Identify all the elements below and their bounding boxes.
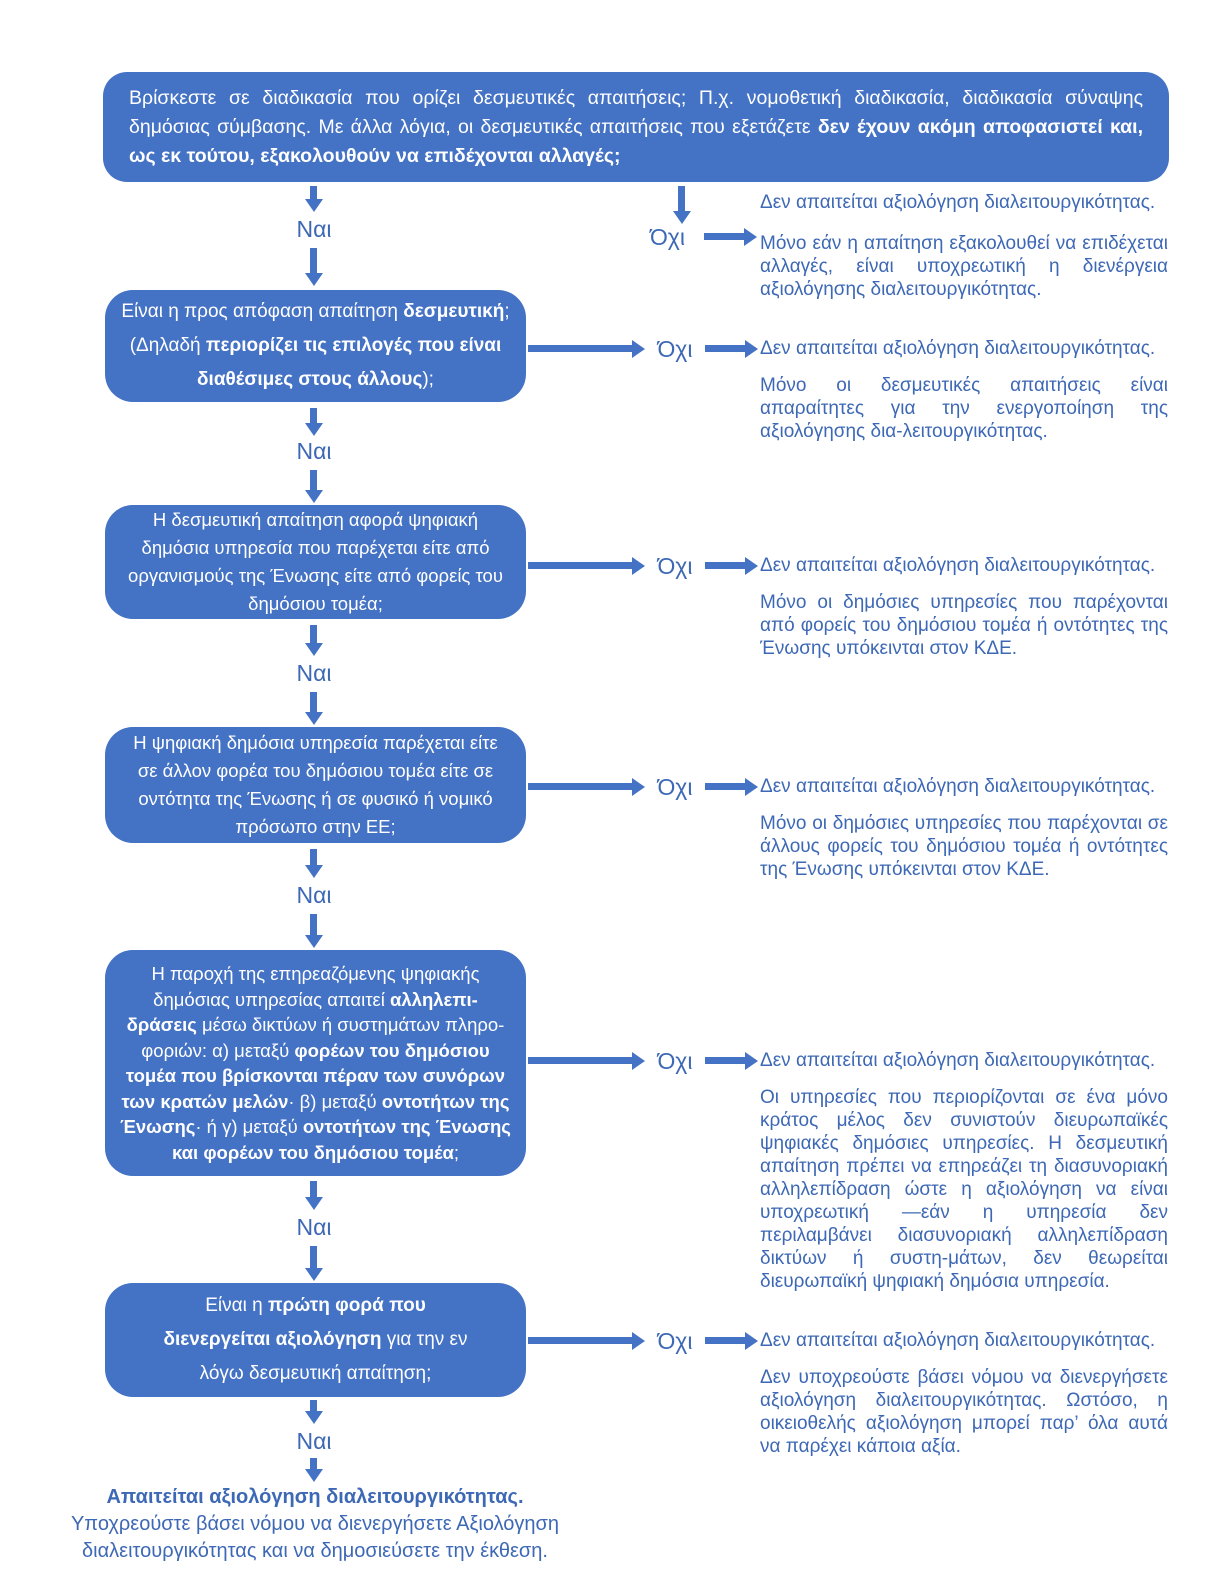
arrow-down <box>310 408 317 423</box>
arrow-right <box>705 345 745 352</box>
question-box-6 <box>105 1283 526 1397</box>
no-label-1: Όχι <box>650 224 685 250</box>
branch-note-6 <box>760 1328 1168 1458</box>
result-text: Απαιτείται αξιολόγηση διαλειτουργικότητας. Υποχρεούστε βάσει νόμου να διενεργήσετε Αξιολόγηση διαλειτουργικότητας και να δημοσιεύσετε την έκθεση. <box>70 1486 560 1562</box>
question-box-3-text: Η δεσμευτική απαίτηση αφορά ψηφιακή δημόσια υπηρεσία που παρέχεται είτε από οργανισμούς της Ένωσης είτε από φορείς του δημόσιου τομέα; <box>128 509 503 614</box>
branch-note-3-title: Δεν απαιτείται αξιολόγηση διαλειτουργικότητας. <box>760 555 1156 576</box>
arrow-down <box>310 914 317 935</box>
arrow-down <box>310 470 317 490</box>
arrow-down <box>310 849 317 865</box>
arrow-right <box>705 783 745 790</box>
branch-note-3 <box>760 553 1168 660</box>
arrow-down <box>310 186 317 199</box>
arrow-right <box>528 1057 632 1064</box>
no-label-6: Όχι <box>657 1328 693 1354</box>
branch-note-5 <box>760 1048 1168 1293</box>
arrow-down <box>310 248 317 273</box>
branch-note-2-body: Μόνο οι δεσμευτικές απαιτήσεις είναι απαραίτητες για την ενεργοποίηση της αξιολόγησης δια-λειτουργικότητας. <box>760 375 1168 442</box>
arrow-right <box>705 1057 745 1064</box>
arrow-right <box>528 562 632 569</box>
yes-label-4: Ναι <box>296 882 332 908</box>
branch-note-4-body: Μόνο οι δημόσιες υπηρεσίες που παρέχονται σε άλλους φορείς του δημόσιου τομέα ή οντότητες της Ένωσης υπόκεινται στον ΚΔΕ. <box>760 813 1168 880</box>
question-box-2-text: Είναι η προς απόφαση απαίτηση δεσμευτική; (Δηλαδή περιορίζει τις επιλογές που είναι διαθέσιμες στους άλλους); <box>121 301 510 390</box>
arrow-down <box>310 1458 317 1469</box>
no-label-3: Όχι <box>657 553 693 579</box>
arrow-down <box>310 625 317 643</box>
branch-note-4 <box>760 774 1168 881</box>
arrow-down <box>678 186 685 211</box>
yes-label-1: Ναι <box>296 216 332 242</box>
yes-label-2: Ναι <box>296 438 332 464</box>
arrow-down <box>310 1400 317 1411</box>
arrow-down <box>310 1246 317 1268</box>
arrow-right <box>528 783 632 790</box>
branch-note-1-title: Δεν απαιτείται αξιολόγηση διαλειτουργικότητας. <box>760 192 1156 213</box>
no-label-4: Όχι <box>657 774 693 800</box>
arrow-down <box>310 692 317 712</box>
branch-note-2 <box>760 336 1168 443</box>
arrow-right <box>705 1337 745 1344</box>
question-box-3 <box>105 505 526 619</box>
question-box-1 <box>103 72 1169 182</box>
branch-note-1 <box>760 190 1168 301</box>
branch-note-3-body: Μόνο οι δημόσιες υπηρεσίες που παρέχονται από φορείς του δημόσιου τομέα ή οντότητες της Ένωσης υπόκεινται στον ΚΔΕ. <box>760 592 1168 659</box>
yes-label-6: Ναι <box>296 1428 332 1454</box>
branch-note-2-title: Δεν απαιτείται αξιολόγηση διαλειτουργικότητας. <box>760 338 1156 359</box>
question-box-6-text: Είναι η πρώτη φορά που διενεργείται αξιολόγηση για την εν λόγω δεσμευτική απαίτηση; <box>163 1295 468 1384</box>
branch-note-6-body: Δεν υποχρεούστε βάσει νόμου να διενεργήσετε αξιολόγηση διαλειτουργικότητας. Ωστόσο, η οικειοθελής αξιολόγηση μπορεί παρ’ όλα αυτά να παρέχει κάποια αξία. <box>760 1367 1168 1457</box>
question-box-5 <box>105 950 526 1176</box>
branch-note-5-body: Οι υπηρεσίες που περιορίζονται σε ένα μόνο κράτος μέλος δεν συνιστούν διευρωπαϊκές ψηφιακές δημόσιες υπηρεσίες. Η δεσμευτική απαίτηση πρέπει να επηρεάζει τη διασυνοριακή αλληλεπίδραση ώστε η αξιολόγηση να είναι υποχρεωτική —εάν η υπηρεσία δεν περιλαμβάνει διασυνοριακή αλληλεπίδραση δικτύων ή συστη-μάτων, δεν θεωρείται διευρωπαϊκή ψηφιακή δημόσια υπηρεσία. <box>760 1087 1168 1292</box>
arrow-right <box>528 345 632 352</box>
question-box-1-text: Βρίσκεστε σε διαδικασία που ορίζει δεσμευτικές απαιτήσεις; Π.χ. νομοθετική διαδικασία, διαδικασία σύναψης δημόσιας σύμβασης. Με άλλα λόγια, οι δεσμευτικές απαιτήσεις που εξετάζετε δεν έχουν ακόμη αποφασιστεί και, ως εκ τούτου, εξακολουθούν να επιδέχονται αλλαγές; <box>129 86 1143 167</box>
question-box-5-text: Η παροχή της επηρεαζόμενης ψηφιακής δημόσιας υπηρεσίας απαιτεί αλληλεπι- δράσεις μέσω δικτύων ή συστημάτων πληρο- φοριών: α) μεταξύ φορέων του δημόσιου τομέα που βρίσκονται πέραν των συνόρων των κρατών μελών· β) μεταξύ οντοτήτων της Ένωσης· ή γ) μεταξύ οντοτήτων της Ένωσης και φορέων του δημόσιου τομέα; <box>120 963 511 1163</box>
arrow-right <box>528 1337 632 1344</box>
question-box-2 <box>105 290 526 402</box>
arrow-down <box>310 1181 317 1197</box>
branch-note-4-title: Δεν απαιτείται αξιολόγηση διαλειτουργικότητας. <box>760 776 1156 797</box>
branch-note-1-body: Μόνο εάν η απαίτηση εξακολουθεί να επιδέχεται αλλαγές, είναι υποχρεωτική η διενέργεια αξιολόγησης διαλειτουργικότητας. <box>760 233 1168 300</box>
question-box-4-text: Η ψηφιακή δημόσια υπηρεσία παρέχεται είτε σε άλλον φορέα του δημόσιου τομέα είτε σε οντότητα της Ένωσης ή σε φυσικό ή νομικό πρόσωπο στην ΕΕ; <box>133 732 498 837</box>
question-box-4 <box>105 727 526 843</box>
yes-label-3: Ναι <box>296 660 332 686</box>
branch-note-6-title: Δεν απαιτείται αξιολόγηση διαλειτουργικότητας. <box>760 1330 1156 1351</box>
arrow-right <box>705 562 745 569</box>
branch-note-5-title: Δεν απαιτείται αξιολόγηση διαλειτουργικότητας. <box>760 1050 1156 1071</box>
no-label-2: Όχι <box>657 336 693 362</box>
arrow-right <box>704 233 744 240</box>
yes-label-5: Ναι <box>296 1214 332 1240</box>
no-label-5: Όχι <box>657 1048 693 1074</box>
